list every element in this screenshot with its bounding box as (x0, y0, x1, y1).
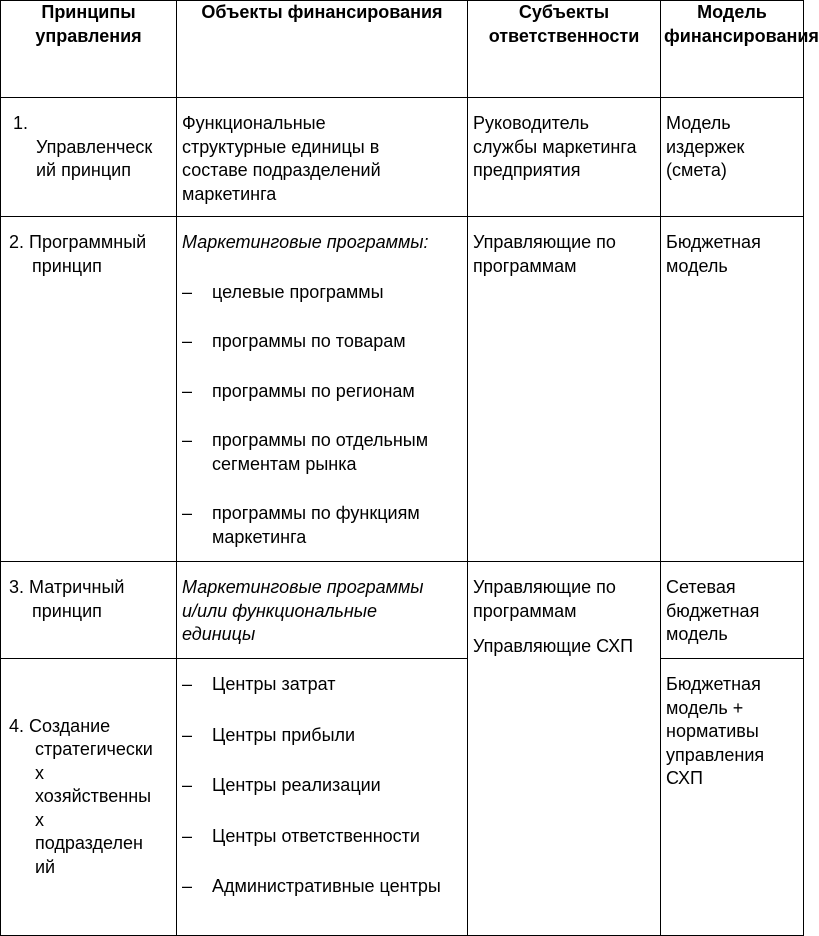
list-item: – программы по регионам (182, 380, 415, 401)
model-cell: Бюджетная модель (661, 217, 804, 562)
principle-cell: 2. Программный принцип (1, 217, 177, 562)
table-row (1, 98, 804, 217)
centers-list (182, 673, 462, 899)
list-item: – Центры реализации (182, 775, 381, 795)
list-item: – программы по функциям маркетинга (182, 503, 420, 547)
list-item: – программы по отдельным сегментам рынка (182, 430, 429, 474)
table-row (1, 217, 804, 562)
table-row (1, 659, 804, 936)
objects-cell (177, 659, 468, 936)
list-item: – целевые программы (182, 281, 384, 302)
subjects-cell: Управляющие по программам Управляющие СХП (468, 562, 661, 936)
header-row (1, 1, 804, 98)
model-cell: Сетевая бюджетная модель (661, 562, 804, 659)
subjects-cell: Руководитель службы маркетинга предприятия (468, 98, 661, 217)
objects-cell (177, 217, 468, 562)
list-item: – Центры ответственности (182, 825, 420, 846)
list-item: – программы по товарам (182, 331, 406, 351)
header-principles: Принципы управления (1, 1, 177, 98)
list-item: – Центры затрат (182, 674, 336, 694)
subjects-cell: Управляющие по программам (468, 217, 661, 562)
program-list (182, 281, 462, 550)
objects-title: Маркетинговые программы: (182, 232, 429, 252)
model-cell: Бюджетная модель + нормативы управления СХП (661, 659, 804, 936)
objects-cell: Функциональные структурные единицы в составе подразделений маркетинга (177, 98, 468, 217)
principle-cell: 1. Управленческ ий принцип (1, 98, 177, 217)
header-model: Модель финансирования (661, 1, 804, 98)
list-item: – Центры прибыли (182, 724, 356, 745)
table-row (1, 562, 804, 659)
list-item: – Административные центры (182, 876, 441, 896)
model-cell: Модель издержек (смета) (661, 98, 804, 217)
objects-cell: Маркетинговые программы и/или функциональные единицы (177, 562, 468, 659)
principle-cell: 4. Создание стратегически х хозяйственны х подразделен ий (1, 659, 177, 936)
principle-number: 1. (13, 113, 29, 133)
principle-cell: 3. Матричный принцип (1, 562, 177, 659)
header-objects: Объекты финансирования (177, 1, 468, 98)
header-subjects: Субъекты ответственности (468, 1, 661, 98)
